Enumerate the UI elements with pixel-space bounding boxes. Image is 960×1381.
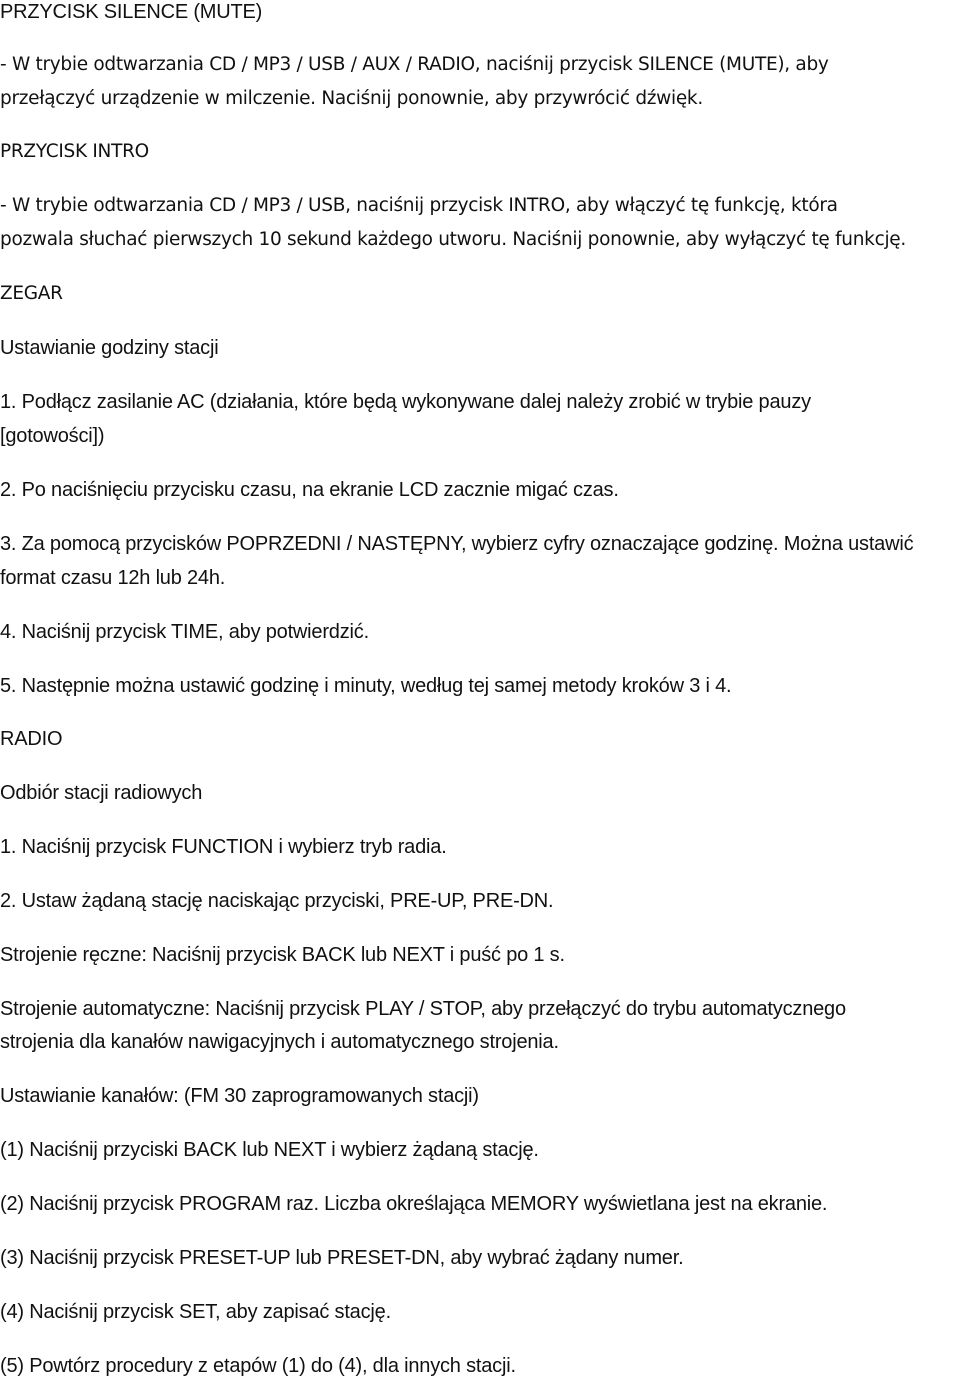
step-line: (3) Naciśnij przycisk PRESET-UP lub PRESET-DN, aby wybrać żądany numer. (0, 1247, 684, 1269)
paragraph-line: pozwala słuchać pierwszych 10 sekund każdego utworu. Naciśnij ponownie, aby wyłączyć tę funkcję. (0, 229, 906, 250)
paragraph-line: Strojenie ręczne: Naciśnij przycisk BACK lub NEXT i puść po 1 s. (0, 944, 565, 966)
step-line: 1. Naciśnij przycisk FUNCTION i wybierz tryb radia. (0, 836, 447, 858)
subheading: Ustawianie godziny stacji (0, 337, 219, 359)
paragraph-line: Strojenie automatyczne: Naciśnij przycisk PLAY / STOP, aby przełączyć do trybu automatycznego (0, 998, 846, 1020)
step-line: [gotowości]) (0, 425, 105, 447)
step-line: 4. Naciśnij przycisk TIME, aby potwierdzić. (0, 621, 369, 643)
step-line: 1. Podłącz zasilanie AC (działania, które będą wykonywane dalej należy zrobić w trybie pauzy (0, 391, 811, 413)
paragraph-line: - W trybie odtwarzania CD / MP3 / USB / AUX / RADIO, naciśnij przycisk SILENCE (MUTE), aby (0, 54, 829, 75)
step-line: 2. Po naciśnięciu przycisku czasu, na ekranie LCD zacznie migać czas. (0, 479, 619, 501)
paragraph-line: - W trybie odtwarzania CD / MP3 / USB, naciśnij przycisk INTRO, aby włączyć tę funkcję, która (0, 195, 838, 216)
step-line: 5. Następnie można ustawić godzinę i minuty, według tej samej metody kroków 3 i 4. (0, 675, 732, 697)
step-line: (4) Naciśnij przycisk SET, aby zapisać stację. (0, 1301, 391, 1323)
step-line: (2) Naciśnij przycisk PROGRAM raz. Liczba określająca MEMORY wyświetlana jest na ekranie. (0, 1193, 828, 1215)
section-heading-radio: RADIO (0, 728, 63, 750)
step-line: (1) Naciśnij przyciski BACK lub NEXT i wybierz żądaną stację. (0, 1139, 539, 1161)
section-heading-intro: PRZYCISK INTRO (0, 141, 149, 162)
subheading: Odbiór stacji radiowych (0, 782, 203, 804)
step-line: format czasu 12h lub 24h. (0, 567, 226, 589)
section-heading-silence: PRZYCISK SILENCE (MUTE) (0, 1, 263, 23)
step-line: (5) Powtórz procedury z etapów (1) do (4), dla innych stacji. (0, 1355, 516, 1377)
step-line: 2. Ustaw żądaną stację naciskając przyciski, PRE-UP, PRE-DN. (0, 890, 554, 912)
section-heading-zegar: ZEGAR (0, 283, 63, 304)
step-line: 3. Za pomocą przycisków POPRZEDNI / NASTĘPNY, wybierz cyfry oznaczające godzinę. Można ustawić (0, 533, 914, 555)
paragraph-line: Ustawianie kanałów: (FM 30 zaprogramowanych stacji) (0, 1085, 479, 1107)
paragraph-line: strojenia dla kanałów nawigacyjnych i automatycznego strojenia. (0, 1031, 559, 1053)
paragraph-line: przełączyć urządzenie w milczenie. Naciśnij ponownie, aby przywrócić dźwięk. (0, 88, 703, 109)
